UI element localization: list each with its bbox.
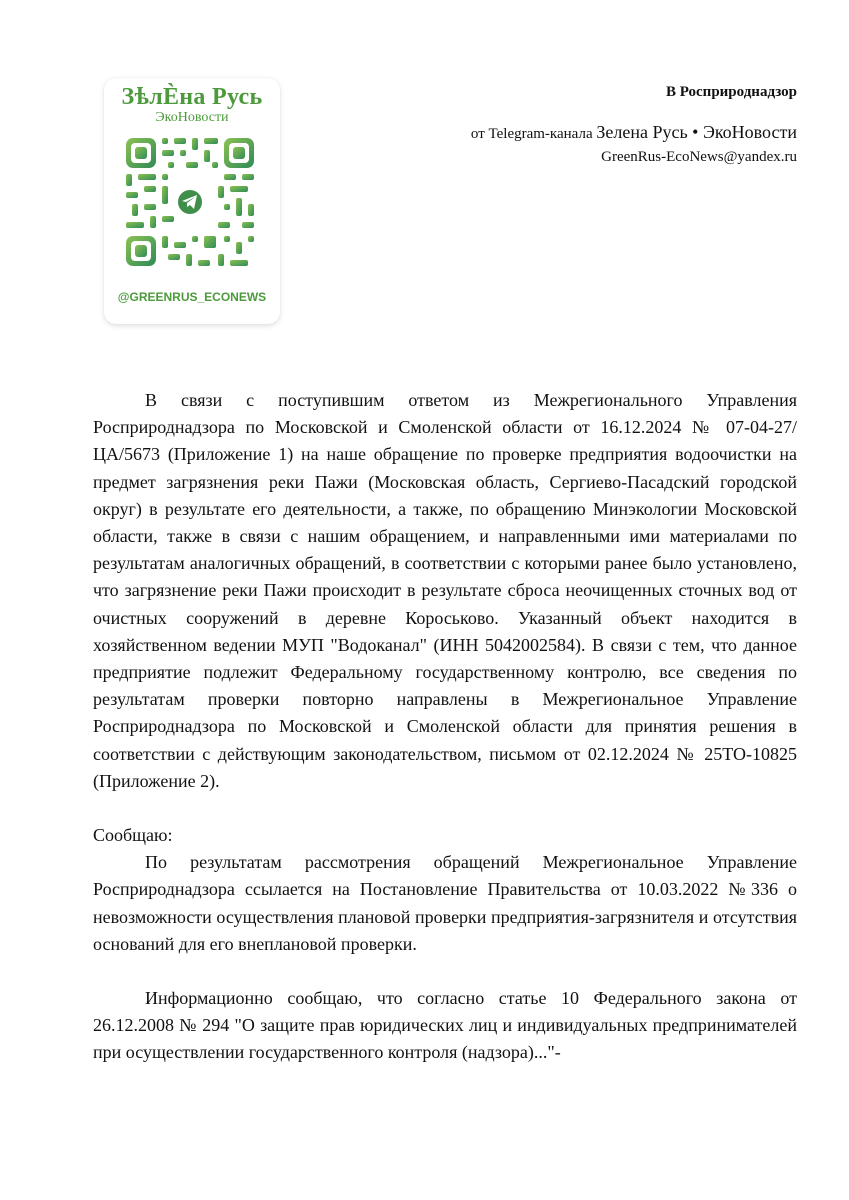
sender-block <box>471 121 797 169</box>
qr-code-icon <box>124 136 256 268</box>
sender-prefix: от Telegram-канала <box>470 126 593 142</box>
paragraph-2: По результатам рассмотрения обращений Межрегиональное Управление Росприроднадзора ссылается на Постановление Правительства от 10.03.2022 №336 о невозможности осуществления плановой проверки предприятия-загрязнителя и отсутствия оснований для его внеплановой проверки. <box>93 852 797 954</box>
sender-line <box>471 121 797 146</box>
report-label: Сообщаю: <box>93 825 173 846</box>
logo-subtitle: ЭкоНовости <box>155 110 229 125</box>
sender-channel-name: Зелена Русь • ЭкоНовости <box>596 122 797 142</box>
addressee: В Росприроднадзор <box>665 84 797 100</box>
paragraph-1: В связи с поступившим ответом из Межрегионального Управления Росприроднадзора по Московской и Смоленской области от 16.12.2024 № 07-04-27/ЦА/5673 (Приложение 1) на наше обращение по проверке предприятия водоочистки на предмет загрязнения реки Пажи (Московская область, Сергиево-Пасадский городской округ) в результате его деятельности, а также, по обращению Минэкологии Московской области, также в связи с нашим обращением, и направленными ими материалами по результатам аналогичных обращений, в соответствии с которыми ранее было установлено, что загрязнение реки Пажи происходит в результате сброса неочищенных сточных вод от очистных сооружений в деревне Короськово. Указанный объект находится в хозяйственном ведении МУП "Водоканал" (ИНН 5042002584). В связи с тем, что данное предприятие подлежит Федеральному государственному контролю, все сведения по результатам проверки повторно направлены в Межрегиональное Управление Росприроднадзора по Московской и Смоленской области для принятия решения в соответствии с действующим законодательством, письмом от 02.12.2024 № 25ТО-10825 (Приложение 2). <box>93 390 797 791</box>
letter-body <box>93 387 797 1067</box>
channel-handle: @GREENRUS_ECONEWS <box>117 290 267 304</box>
sender-email: GreenRus-EcoNews@yandex.ru <box>601 149 797 165</box>
telegram-plane-icon <box>174 186 206 218</box>
paragraph-3: Информационно сообщаю, что согласно статье 10 Федерального закона от 26.12.2008 № 294 "О защите прав юридических лиц и индивидуальных предпринимателей при осуществлении государственного контроля (надзора)..."- <box>93 988 797 1063</box>
channel-logo-card <box>104 78 280 324</box>
logo-title: ЗѣлЀна Русь <box>121 84 263 110</box>
